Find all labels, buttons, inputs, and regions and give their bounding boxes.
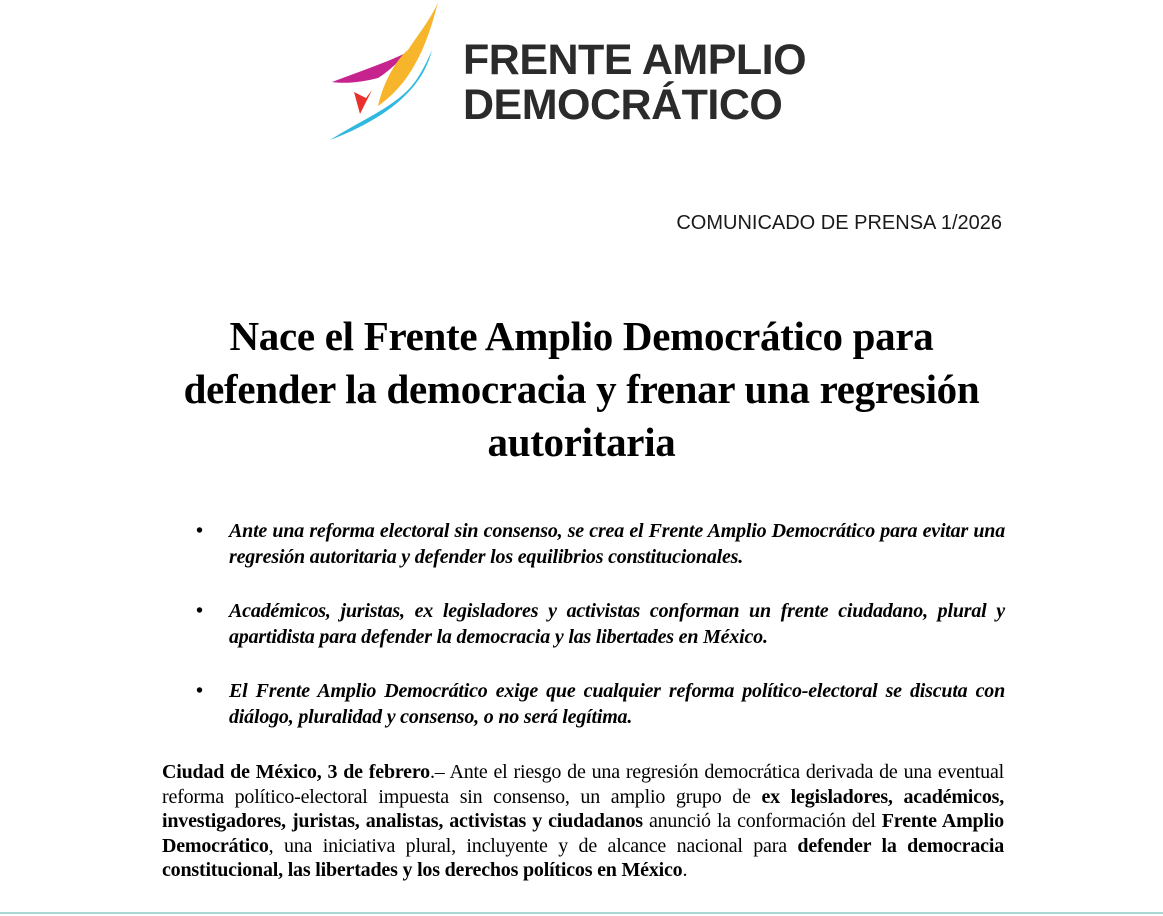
body-text: anunció la conformación del xyxy=(642,810,882,832)
body-bold-text: ex legisladores, académicos, investigadores, juristas, analistas, activistas y ciudadanos xyxy=(162,785,1004,832)
key-point-text: Académicos, juristas, ex legisladores y activistas conforman un frente ciudadano, plural y apartidista para defender la democracia y las libertades en México. xyxy=(229,600,1005,648)
body-text: .– Ante el riesgo de una regresión democrática derivada de una eventual reforma político-electoral impuesta sin consenso, un amplio grupo de xyxy=(162,761,1004,808)
press-release-number: COMUNICADO DE PRENSA 1/2026 xyxy=(676,212,1002,234)
bullet-icon: • xyxy=(196,600,203,622)
key-point xyxy=(190,598,1005,650)
bullet-icon: • xyxy=(196,520,203,542)
dateline: Ciudad de México, 3 de febrero xyxy=(162,761,430,783)
organization-name xyxy=(463,38,806,128)
key-point-text: El Frente Amplio Democrático exige que cualquier reforma político-electoral se discuta con diálogo, pluralidad y consenso, o no será legítima. xyxy=(229,680,1005,728)
logo-text-line1: FRENTE AMPLIO xyxy=(463,36,807,84)
body-text: , una iniciativa plural, incluyente y de alcance nacional para xyxy=(268,834,798,857)
bullet-icon: • xyxy=(196,680,203,702)
logo-text-line2: DEMOCRÁTICO xyxy=(463,81,783,129)
body-paragraph xyxy=(162,760,1004,883)
body-bold-text: defender la democracia constitucional, las libertades y los derechos políticos en México xyxy=(162,834,1004,881)
fad-logo-icon xyxy=(328,2,442,142)
body-text: . xyxy=(682,859,688,881)
key-points-list xyxy=(190,518,1005,758)
key-point-text: Ante una reforma electoral sin consenso, se crea el Frente Amplio Democrático para evitar una regresión autoritaria y defender los equilibrios constitucionales. xyxy=(229,520,1005,568)
key-point xyxy=(190,518,1005,570)
body-bold-text: Frente Amplio Democrático xyxy=(162,810,1004,857)
key-point xyxy=(190,678,1005,730)
headline: Nace el Frente Amplio Democrático para defender la democracia y frenar una regresión autoritaria xyxy=(183,313,980,465)
page-edge-divider xyxy=(0,912,1163,914)
